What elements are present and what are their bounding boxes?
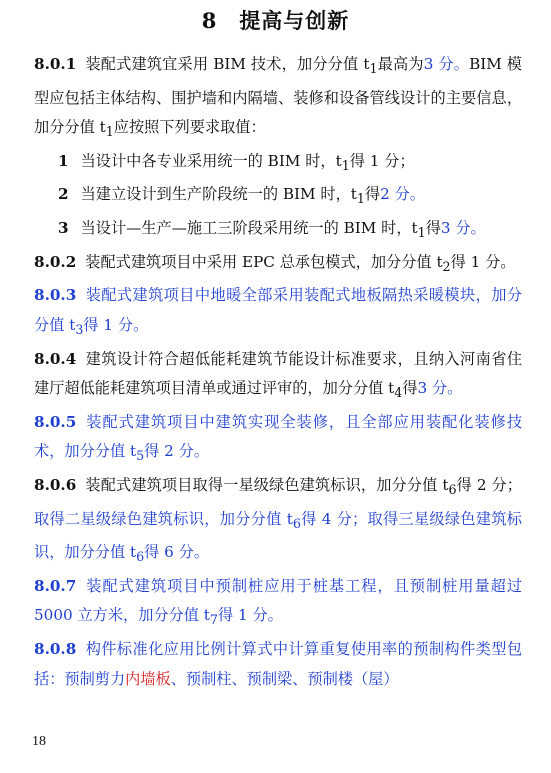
- list-text: 得 1 分；: [349, 151, 415, 170]
- clause-number: 8.0.1: [34, 55, 77, 73]
- list-text: 得: [364, 185, 381, 204]
- subscript: 5: [136, 448, 145, 464]
- document-body: [34, 50, 522, 694]
- clause-8-0-8: [34, 635, 522, 694]
- list-item: [34, 180, 522, 214]
- clause-text: 得 1 分。: [83, 315, 149, 334]
- subscript: 3: [75, 321, 84, 337]
- clause-text: 得 1 分。: [450, 252, 516, 271]
- clause-text: 最高为: [377, 55, 424, 73]
- clause-text: 装配式建筑项目中地暖全部采用装配式地板隔热采暖模块，加分分值 t: [34, 286, 522, 334]
- clause-8-0-5: [34, 408, 522, 471]
- clause-text: BIM 模型应包括主体结构、围护墙和内隔墙、装修和设备管线设计的主要信息，加分分值 t: [34, 55, 522, 137]
- subscript: 6: [136, 549, 145, 565]
- list-number: 2: [58, 185, 69, 204]
- list-number: 1: [58, 151, 69, 170]
- clause-text: 取得二星级绿色建筑标识，加分分值 t: [34, 509, 293, 528]
- clause-text: 取得三星级绿色建筑标识，加分分值 t: [34, 509, 522, 562]
- clause-text-blue: [34, 509, 522, 565]
- clause-number: 8.0.8: [34, 640, 77, 659]
- score-highlight: 3 分。: [423, 55, 470, 73]
- clause-number: 8.0.5: [34, 412, 77, 431]
- subscript: 1: [369, 61, 378, 77]
- score-highlight: 3 分。: [440, 219, 486, 238]
- clause-text: 装配式建筑项目中采用 EPC 总承包模式，加分分值 t: [85, 252, 443, 271]
- clause-text: 装配式建筑项目中预制桩应用于桩基工程，且预制桩用量超过 5000 立方米，加分分值 t: [34, 576, 522, 625]
- clause-text: 、预制柱、预制梁、预制楼（屋）: [170, 669, 399, 688]
- clause-text: 构件标准化应用比例计算式中计算重复使用率的预制构件类型包括：预制剪力: [34, 640, 522, 688]
- subscript: 1: [341, 157, 350, 173]
- highlight-red: 内墙板: [125, 669, 171, 688]
- score-highlight: 2 分。: [380, 185, 425, 204]
- clause-number: 8.0.3: [34, 286, 77, 305]
- subscript: 1: [417, 225, 426, 241]
- subscript: 6: [292, 515, 301, 531]
- clause-text: 应按照下列要求取值：: [113, 118, 266, 137]
- chapter-number: 8: [201, 8, 218, 33]
- clause-8-0-2: [34, 248, 522, 282]
- clause-text: 得: [402, 379, 418, 398]
- clause-text: 得 1 分。: [217, 606, 283, 625]
- subscript: 1: [105, 124, 114, 140]
- clause-text: 装配式建筑项目中建筑实现全装修，且全部应用装配化装修技术，加分分值 t: [34, 412, 522, 461]
- clause-text: 建筑设计符合超低能耗建筑节能设计标准要求，且纳入河南省住建厅超低能耗建筑项目清单或通过评审的，加分分值 t: [34, 349, 522, 398]
- subscript: 1: [356, 191, 365, 207]
- list-number: 3: [58, 219, 69, 238]
- clause-text: 装配式建筑宜采用 BIM 技术，加分分值 t: [85, 55, 370, 73]
- page-number: 18: [32, 734, 46, 749]
- list-text: 当建立设计到生产阶段统一的 BIM 时，t: [80, 185, 357, 204]
- clause-8-0-1: [34, 50, 522, 147]
- list-text: 当设计中各专业采用统一的 BIM 时，t: [80, 151, 342, 170]
- clause-text: 得 2 分；: [456, 476, 522, 494]
- list-text: 当设计—生产—施工三阶段采用统一的 BIM 时，t: [80, 219, 418, 238]
- subscript: 7: [209, 612, 218, 628]
- clause-text: 得 2 分。: [144, 442, 210, 461]
- clause-8-0-6: [34, 471, 522, 572]
- clause-text: 得 4 分；: [300, 509, 368, 528]
- score-highlight: 3 分。: [417, 379, 463, 398]
- subscript: 2: [442, 258, 451, 274]
- list-item: [34, 147, 522, 181]
- clause-number: 8.0.2: [34, 252, 77, 271]
- chapter-heading: 提高与创新: [239, 8, 350, 33]
- clause-text: 得 6 分。: [144, 543, 210, 562]
- list-item: [34, 214, 522, 248]
- subscript: 4: [394, 385, 403, 401]
- clause-8-0-4: [34, 345, 522, 408]
- clause-8-0-3: [34, 281, 522, 344]
- clause-text: 装配式建筑项目取得一星级绿色建筑标识，加分分值 t: [85, 476, 449, 494]
- list-text: 得: [425, 219, 441, 238]
- clause-number: 8.0.6: [34, 476, 77, 494]
- clause-number: 8.0.4: [34, 349, 77, 368]
- clause-8-0-7: [34, 572, 522, 635]
- chapter-title: [0, 5, 551, 35]
- clause-number: 8.0.7: [34, 576, 77, 595]
- subscript: 6: [448, 482, 457, 498]
